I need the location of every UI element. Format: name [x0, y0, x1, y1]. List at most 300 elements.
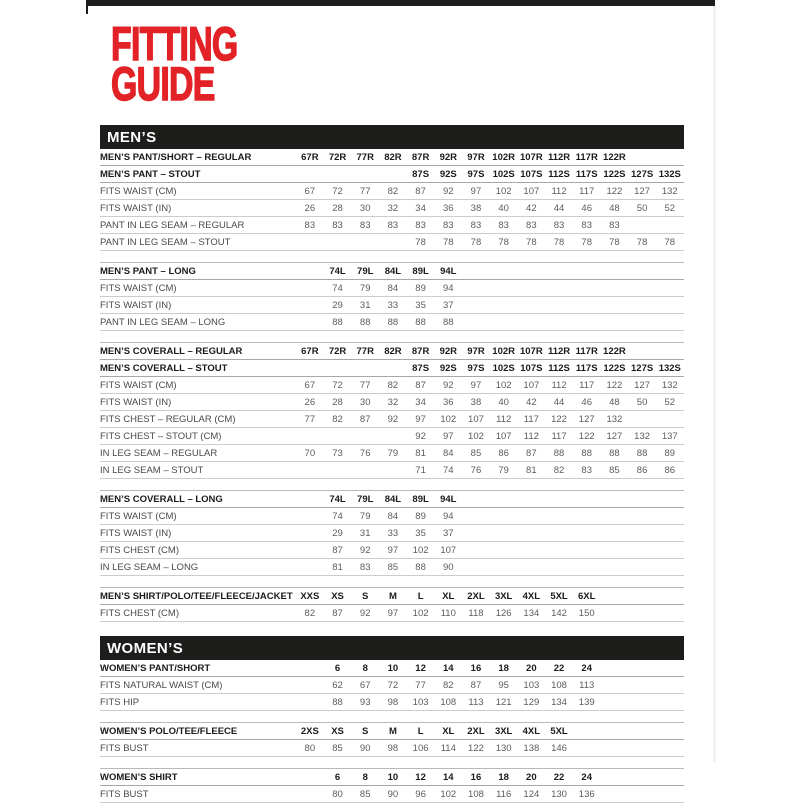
size-cell: 42 — [526, 396, 537, 408]
size-cell: 89 — [415, 510, 426, 522]
size-cell: 5XL — [550, 725, 568, 737]
size-cell: 92 — [359, 607, 371, 619]
table-row — [100, 525, 684, 542]
size-cell: 92 — [442, 185, 454, 197]
content — [100, 125, 684, 803]
size-cell: 32 — [387, 202, 399, 214]
size-cell: 97R — [467, 151, 485, 163]
size-cell: 83 — [526, 219, 537, 231]
size-cell: 67 — [359, 679, 371, 691]
size-cell: 112S — [548, 168, 570, 180]
size-cell: 102 — [495, 379, 512, 391]
table-row — [100, 234, 684, 251]
size-cell: 97 — [470, 379, 482, 391]
row-label: FITS BUST — [100, 742, 149, 754]
size-cell: 97 — [470, 185, 482, 197]
size-cell: 88 — [609, 447, 620, 459]
section-header-mens: MEN’S — [100, 125, 684, 149]
size-header-row — [100, 360, 684, 377]
size-cell: 82R — [384, 345, 402, 357]
size-cell: 117 — [551, 430, 567, 442]
size-cell: 117 — [579, 185, 595, 197]
size-cell: 88 — [387, 316, 399, 328]
size-cell: 26 — [304, 202, 316, 214]
size-cell: 2XS — [300, 725, 319, 737]
size-cell: 36 — [442, 396, 454, 408]
size-cell: 97S — [467, 168, 485, 180]
size-header-row — [100, 166, 684, 183]
size-cell: 89L — [412, 265, 429, 277]
size-cell: 83 — [553, 219, 565, 231]
size-cell: 88 — [359, 316, 371, 328]
size-cell: 18 — [498, 771, 509, 783]
size-cell: 67R — [301, 345, 319, 357]
size-cell: 78 — [415, 236, 426, 248]
size-cell: 94 — [442, 510, 454, 522]
size-cell: 87S — [412, 168, 430, 180]
size-cell: 46 — [581, 202, 592, 214]
size-header-row — [100, 149, 684, 166]
size-cell: 89 — [664, 447, 676, 459]
size-cell: 107R — [519, 345, 543, 357]
size-cell: 139 — [578, 696, 595, 708]
size-cell: 122 — [468, 742, 484, 754]
table-row — [100, 280, 684, 297]
size-cell: 74 — [332, 282, 343, 294]
size-cell: 3XL — [494, 725, 513, 737]
size-cell: 83 — [387, 219, 399, 231]
size-cell: 82 — [442, 679, 454, 691]
size-cell: 72 — [332, 379, 343, 391]
size-cell: 79L — [357, 265, 374, 277]
size-cell: 88 — [415, 316, 426, 328]
size-cell: 150 — [578, 607, 595, 619]
size-cell: 6XL — [578, 590, 596, 602]
size-cell: 130 — [551, 788, 567, 800]
size-cell: L — [417, 590, 424, 602]
size-cell: 83 — [581, 219, 592, 231]
size-cell: 132 — [661, 185, 678, 197]
size-cell: XL — [442, 590, 455, 602]
size-cell: 52 — [664, 396, 676, 408]
size-cell: 84 — [387, 282, 399, 294]
size-cell: 50 — [636, 202, 648, 214]
size-cell: 88 — [553, 447, 565, 459]
table-row — [100, 314, 684, 331]
size-cell: 116 — [496, 788, 512, 800]
size-cell: 35 — [415, 527, 426, 539]
size-cell: 127 — [606, 430, 623, 442]
row-label: FITS WAIST (IN) — [100, 202, 172, 214]
size-header-row — [100, 588, 684, 605]
size-cell: 102 — [412, 607, 429, 619]
size-cell: 67 — [304, 379, 316, 391]
row-label: MEN’S PANT/SHORT – REGULAR — [100, 151, 252, 163]
section-header-womens: WOMEN’S — [100, 636, 684, 660]
size-cell: 14 — [442, 662, 454, 674]
size-cell: 77 — [359, 185, 371, 197]
size-table — [100, 149, 684, 251]
row-label: MEN’S COVERALL – LONG — [100, 493, 223, 505]
size-cell: 97 — [442, 430, 454, 442]
size-cell: 77 — [359, 379, 371, 391]
size-cell: S — [362, 725, 369, 737]
size-cell: 85 — [359, 788, 371, 800]
size-cell: 122 — [578, 430, 595, 442]
row-label: WOMEN’S PANT/SHORT — [100, 662, 211, 674]
size-cell: 82 — [332, 413, 343, 425]
size-cell: 107 — [468, 413, 484, 425]
size-cell: 97 — [387, 607, 399, 619]
size-table — [100, 587, 684, 622]
size-cell: 84L — [384, 265, 402, 277]
table-row — [100, 677, 684, 694]
size-header-row — [100, 343, 684, 360]
size-cell: 127 — [634, 379, 651, 391]
row-label: PANT IN LEG SEAM – STOUT — [100, 236, 231, 248]
table-row — [100, 411, 684, 428]
table-row — [100, 508, 684, 525]
table-row — [100, 605, 684, 622]
row-label: IN LEG SEAM – STOUT — [100, 464, 204, 476]
size-cell: 94L — [440, 265, 457, 277]
size-cell: 127S — [631, 168, 654, 180]
size-cell: 112R — [547, 345, 571, 357]
row-label: MEN’S PANT – LONG — [100, 265, 196, 277]
row-label: FITS NATURAL WAIST (CM) — [100, 679, 223, 691]
size-cell: 87 — [332, 544, 343, 556]
row-label: FITS WAIST (CM) — [100, 185, 177, 197]
row-label: FITS CHEST (CM) — [100, 544, 179, 556]
size-cell: 82 — [553, 464, 565, 476]
size-cell: 122R — [603, 151, 626, 163]
size-cell: 20 — [526, 662, 537, 674]
size-cell: 102R — [492, 151, 516, 163]
size-cell: 94L — [440, 493, 457, 505]
size-cell: 118 — [468, 607, 484, 619]
section-womens — [100, 636, 684, 803]
size-cell: 85 — [332, 742, 343, 754]
size-cell: 87 — [470, 679, 482, 691]
size-cell: 77R — [356, 151, 374, 163]
row-label: IN LEG SEAM – REGULAR — [100, 447, 218, 459]
size-cell: 87 — [526, 447, 537, 459]
size-cell: 117R — [575, 345, 598, 357]
row-label: FITS WAIST (IN) — [100, 299, 172, 311]
size-cell: 79 — [387, 447, 399, 459]
size-cell: 88 — [442, 316, 454, 328]
size-table — [100, 660, 684, 711]
size-header-row — [100, 723, 684, 740]
size-table — [100, 262, 684, 331]
size-cell: 16 — [470, 662, 482, 674]
row-label: FITS CHEST – REGULAR (CM) — [100, 413, 236, 425]
row-label: FITS WAIST (CM) — [100, 282, 177, 294]
size-cell: 87 — [332, 607, 343, 619]
table-row — [100, 786, 684, 803]
size-cell: 20 — [526, 771, 537, 783]
size-cell: 28 — [332, 396, 343, 408]
size-cell: 73 — [332, 447, 343, 459]
size-cell: L — [417, 725, 424, 737]
size-cell: 88 — [636, 447, 648, 459]
size-cell: 129 — [523, 696, 540, 708]
table-row — [100, 394, 684, 411]
size-cell: 74L — [329, 265, 346, 277]
size-cell: 2XL — [467, 590, 485, 602]
size-cell: 74 — [442, 464, 454, 476]
size-cell: 103 — [412, 696, 429, 708]
size-cell: 90 — [387, 788, 399, 800]
size-cell: 83 — [359, 219, 371, 231]
size-cell: 3XL — [494, 590, 513, 602]
size-cell: 22 — [553, 771, 565, 783]
row-label: FITS WAIST (IN) — [100, 527, 172, 539]
size-cell: 79 — [359, 510, 371, 522]
row-label: FITS WAIST (IN) — [100, 396, 172, 408]
size-cell: 84 — [442, 447, 454, 459]
size-cell: 102R — [492, 345, 516, 357]
size-cell: 124 — [523, 788, 540, 800]
size-cell: 70 — [304, 447, 316, 459]
size-cell: 112 — [523, 430, 539, 442]
size-cell: 122 — [551, 413, 567, 425]
size-cell: 132S — [658, 168, 681, 180]
size-cell: 122S — [603, 168, 626, 180]
table-row — [100, 542, 684, 559]
size-cell: 8 — [362, 771, 368, 783]
size-cell: 48 — [609, 396, 620, 408]
size-cell: 107S — [520, 362, 543, 374]
size-cell: 92S — [439, 362, 457, 374]
size-cell: M — [388, 590, 397, 602]
size-cell: 31 — [359, 299, 371, 311]
size-cell: 95 — [498, 679, 509, 691]
size-cell: 126 — [495, 607, 512, 619]
size-cell: 83 — [581, 464, 592, 476]
size-cell: 97R — [467, 345, 485, 357]
size-cell: 112 — [496, 413, 512, 425]
size-table — [100, 342, 684, 479]
size-cell: 83 — [332, 219, 343, 231]
size-cell: 4XL — [522, 725, 541, 737]
size-cell: 76 — [359, 447, 371, 459]
row-label: FITS HIP — [100, 696, 140, 708]
size-cell: 78 — [442, 236, 454, 248]
size-cell: 35 — [415, 299, 426, 311]
size-cell: 52 — [664, 202, 676, 214]
size-cell: 72R — [328, 151, 347, 163]
size-cell: 12 — [415, 662, 426, 674]
row-label: MEN’S COVERALL – STOUT — [100, 362, 228, 374]
size-cell: 22 — [553, 662, 565, 674]
size-cell: 44 — [553, 396, 565, 408]
size-cell: 83 — [442, 219, 454, 231]
table-row — [100, 377, 684, 394]
size-cell: S — [362, 590, 369, 602]
size-cell: 137 — [661, 430, 678, 442]
size-cell: 30 — [359, 202, 371, 214]
size-cell: 127 — [634, 185, 651, 197]
size-cell: 37 — [442, 299, 454, 311]
row-label: MEN’S PANT – STOUT — [100, 168, 201, 180]
size-cell: 127 — [578, 413, 595, 425]
size-header-row — [100, 769, 684, 786]
table-row — [100, 694, 684, 711]
size-cell: 77 — [415, 679, 426, 691]
row-label: MEN’S COVERALL – REGULAR — [100, 345, 243, 357]
size-cell: 85 — [609, 464, 620, 476]
size-cell: 78 — [636, 236, 648, 248]
size-cell: 92S — [439, 168, 457, 180]
size-cell: 98 — [387, 696, 399, 708]
size-cell: 29 — [332, 527, 343, 539]
row-label: FITS WAIST (CM) — [100, 379, 177, 391]
row-label: IN LEG SEAM – LONG — [100, 561, 199, 573]
size-table — [100, 490, 684, 576]
size-cell: 38 — [470, 202, 482, 214]
size-cell: 83 — [359, 561, 371, 573]
size-cell: 117S — [575, 168, 598, 180]
size-cell: 97S — [467, 362, 485, 374]
size-cell: 113 — [468, 696, 484, 708]
size-cell: 112S — [548, 362, 570, 374]
row-label: FITS BUST — [100, 788, 149, 800]
size-cell: 93 — [359, 696, 371, 708]
size-cell: 136 — [578, 788, 595, 800]
size-cell: 4XL — [522, 590, 541, 602]
page-top-bar-corner — [86, 0, 88, 14]
size-cell: 132 — [661, 379, 678, 391]
size-cell: 102 — [440, 788, 457, 800]
size-table — [100, 722, 684, 757]
size-cell: 72R — [328, 345, 347, 357]
size-cell: 92R — [439, 345, 457, 357]
size-cell: 117 — [523, 413, 539, 425]
size-cell: 80 — [304, 742, 316, 754]
size-cell: 87S — [412, 362, 430, 374]
size-cell: 12 — [415, 771, 426, 783]
size-cell: 92R — [439, 151, 457, 163]
size-cell: 24 — [581, 662, 592, 674]
size-cell: 117S — [575, 362, 598, 374]
size-cell: 67R — [301, 151, 319, 163]
size-cell: 83 — [609, 219, 620, 231]
size-cell: 86 — [664, 464, 676, 476]
page-top-bar — [86, 0, 715, 6]
table-row — [100, 217, 684, 234]
size-cell: 74L — [329, 493, 346, 505]
table-row — [100, 445, 684, 462]
size-cell: 34 — [415, 396, 426, 408]
row-label: FITS CHEST – STOUT (CM) — [100, 430, 222, 442]
size-cell: 134 — [523, 607, 540, 619]
size-cell: 130 — [495, 742, 512, 754]
size-cell: 5XL — [550, 590, 568, 602]
size-cell: 81 — [332, 561, 343, 573]
size-cell: 108 — [440, 696, 457, 708]
size-cell: 102S — [492, 362, 515, 374]
size-cell: 146 — [551, 742, 567, 754]
size-cell: 122S — [603, 362, 626, 374]
size-cell: 122 — [606, 379, 623, 391]
table-row — [100, 462, 684, 479]
size-cell: 94 — [442, 282, 454, 294]
size-cell: 71 — [415, 464, 426, 476]
size-cell: 87 — [415, 185, 426, 197]
size-cell: 80 — [332, 788, 343, 800]
size-cell: 122 — [606, 185, 623, 197]
size-cell: 107 — [523, 379, 540, 391]
size-cell: 78 — [581, 236, 592, 248]
size-cell: 31 — [359, 527, 371, 539]
size-cell: 102 — [468, 430, 484, 442]
size-header-row — [100, 263, 684, 280]
size-cell: 87 — [359, 413, 371, 425]
size-cell: 8 — [362, 662, 368, 674]
size-cell: 79 — [498, 464, 509, 476]
size-cell: 127S — [631, 362, 654, 374]
size-cell: 26 — [304, 396, 316, 408]
size-cell: 83 — [304, 219, 316, 231]
size-cell: 29 — [332, 299, 343, 311]
size-cell: 110 — [440, 607, 456, 619]
row-label: PANT IN LEG SEAM – LONG — [100, 316, 226, 328]
table-row — [100, 428, 684, 445]
size-cell: 37 — [442, 527, 454, 539]
size-cell: 107R — [519, 151, 543, 163]
size-cell: 78 — [526, 236, 537, 248]
size-cell: 83 — [470, 219, 482, 231]
size-cell: 82 — [387, 379, 399, 391]
size-cell: 40 — [498, 202, 509, 214]
size-cell: 90 — [359, 742, 371, 754]
size-header-row — [100, 491, 684, 508]
size-cell: M — [388, 725, 397, 737]
size-cell: 82 — [304, 607, 316, 619]
size-cell: 107 — [523, 185, 540, 197]
size-cell: XS — [331, 725, 344, 737]
row-label: FITS CHEST (CM) — [100, 607, 179, 619]
row-label: WOMEN’S SHIRT — [100, 771, 178, 783]
size-cell: 36 — [442, 202, 454, 214]
size-cell: 78 — [664, 236, 676, 248]
size-cell: 6 — [334, 771, 341, 783]
size-cell: 106 — [412, 742, 429, 754]
size-cell: 28 — [332, 202, 343, 214]
size-cell: 88 — [332, 316, 343, 328]
page-title — [111, 17, 238, 110]
size-cell: 84 — [387, 510, 399, 522]
size-cell: 24 — [581, 771, 592, 783]
size-cell: 87R — [411, 151, 430, 163]
size-cell: 78 — [470, 236, 482, 248]
size-cell: 92 — [442, 379, 454, 391]
size-cell: 102 — [412, 544, 429, 556]
table-row — [100, 183, 684, 200]
table-row — [100, 297, 684, 314]
size-cell: 86 — [636, 464, 648, 476]
size-cell: 112 — [551, 379, 567, 391]
size-cell: 79L — [357, 493, 374, 505]
size-header-row — [100, 660, 684, 677]
row-label: PANT IN LEG SEAM – REGULAR — [100, 219, 245, 231]
size-cell: XXS — [300, 590, 320, 602]
size-cell: 78 — [498, 236, 509, 248]
section-mens — [100, 125, 684, 622]
size-cell: 14 — [442, 771, 454, 783]
size-cell: 84L — [384, 493, 402, 505]
